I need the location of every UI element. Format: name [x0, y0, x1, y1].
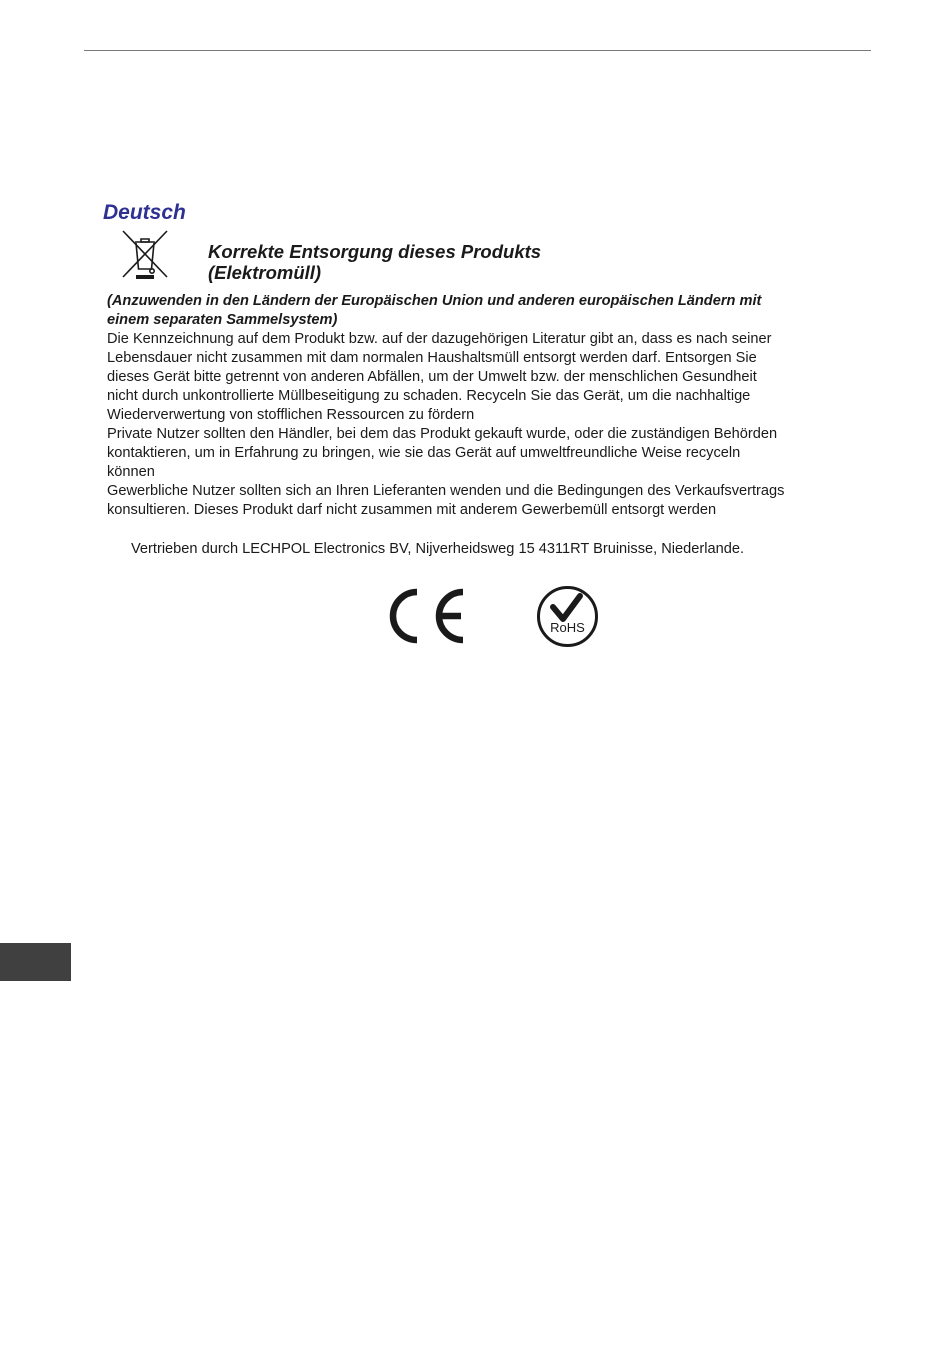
- paragraph1-line: Die Kennzeichnung auf dem Produkt bzw. auf der dazugehörigen Literatur gibt an, dass es nach seiner: [107, 331, 772, 347]
- side-thumb-tab: [0, 943, 71, 981]
- scope-line: (Anzuwenden in den Ländern der Europäischen Union und anderen europäischen Ländern mit: [107, 293, 762, 309]
- top-divider: [84, 50, 871, 51]
- paragraph3-line: Gewerbliche Nutzer sollten sich an Ihren Lieferanten wenden und die Bedingungen des Verkaufsvertrags: [107, 483, 785, 499]
- rohs-label: RoHS: [550, 620, 585, 635]
- paragraph2-line: können: [107, 464, 155, 480]
- paragraph2-line: kontaktieren, um in Erfahrung zu bringen, wie sie das Gerät auf umweltfreundliche Weise recyceln: [107, 445, 741, 461]
- scope-line: einem separaten Sammelsystem): [107, 312, 338, 328]
- paragraph1-line: Wiederverwertung von stofflichen Ressourcen zu fördern: [107, 407, 475, 423]
- crossed-out-wheelie-bin-icon: [119, 228, 171, 280]
- paragraph1-line: Lebensdauer nicht zusammen mit dam normalen Haushaltsmüll entsorgt werden darf. Entsorgen Sie: [107, 350, 757, 366]
- paragraph1-line: nicht durch unkontrollierte Müllbeseitigung zu schaden. Recyceln Sie das Gerät, um die nachhaltige: [107, 388, 751, 404]
- title-line-1: Korrekte Entsorgung dieses Produkts: [208, 241, 542, 262]
- title-line-2: (Elektromüll): [208, 262, 322, 283]
- paragraph3-line: konsultieren. Dieses Produkt darf nicht zusammen mit anderem Gewerbemüll entsorgt werden: [107, 502, 717, 518]
- language-heading: Deutsch: [103, 201, 186, 224]
- paragraph1-line: dieses Gerät bitte getrennt von anderen Abfällen, um der Umwelt bzw. der menschlichen Gesundheit: [107, 369, 757, 385]
- disposal-text: [107, 292, 857, 520]
- rohs-mark-icon: [536, 585, 599, 648]
- distributor-address: Vertrieben durch LECHPOL Electronics BV, Nijverheidsweg 15 4311RT Bruinisse, Niederlande.: [131, 541, 744, 557]
- ce-mark-icon: [386, 587, 466, 645]
- disposal-title: [208, 241, 541, 283]
- paragraph2-line: Private Nutzer sollten den Händler, bei dem das Produkt gekauft wurde, oder die zuständigen Behörden: [107, 426, 778, 442]
